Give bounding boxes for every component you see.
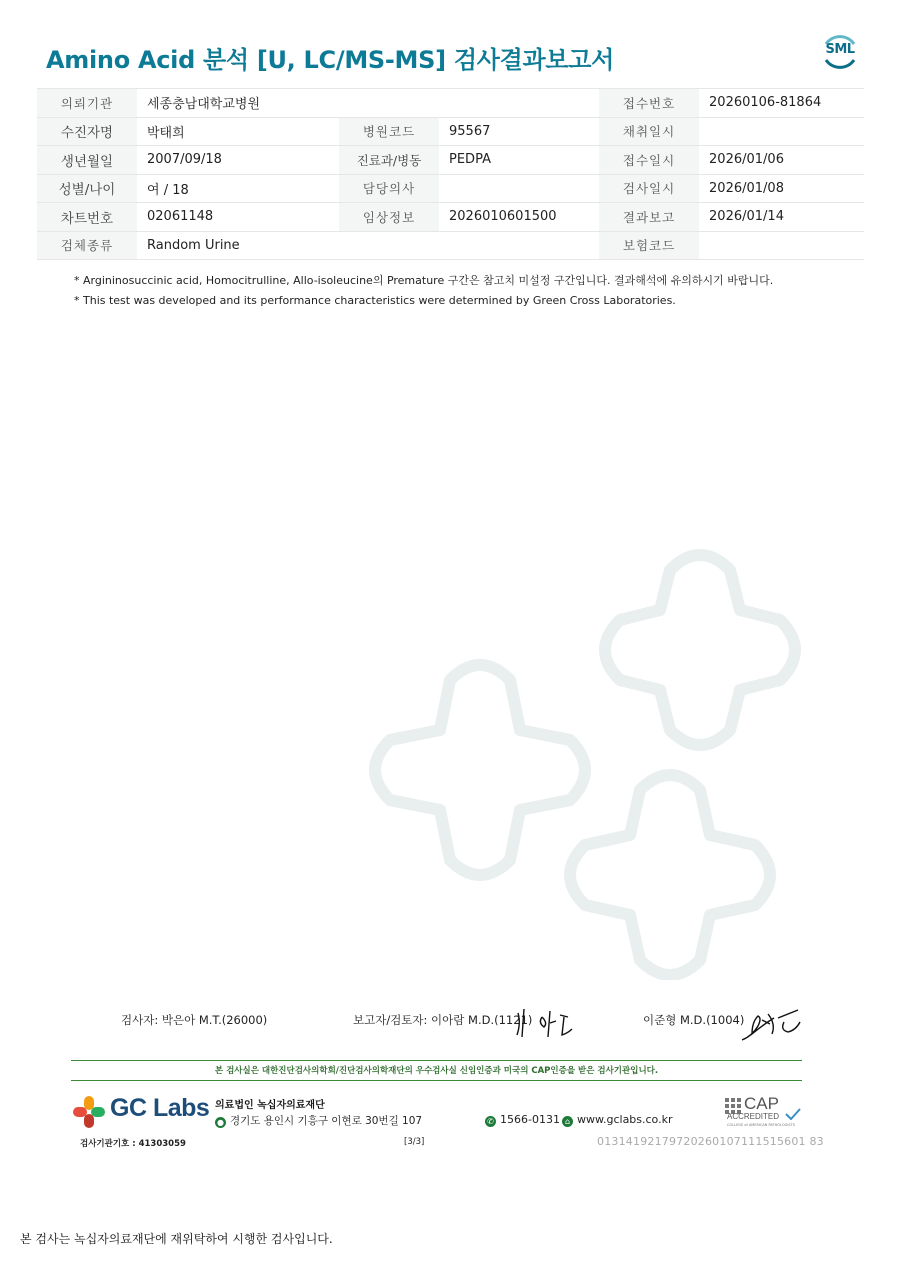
footer-divider-top: [71, 1060, 802, 1061]
label-collection-date: 채취일시: [599, 117, 699, 146]
label-chart-number: 차트번호: [37, 203, 137, 232]
cap-accredited-text: ACCREDITED: [727, 1112, 780, 1121]
value-insurance-code: [699, 231, 864, 260]
page-number: [3/3]: [404, 1137, 425, 1147]
label-patient-name: 수진자명: [37, 117, 137, 146]
cap-text: CAP: [744, 1094, 779, 1113]
table-row: [37, 231, 864, 260]
address-text: 경기도 용인시 기흥구 이현로 30번길 107: [230, 1115, 423, 1127]
phone-text: 1566-0131: [500, 1113, 560, 1126]
table-row: [37, 203, 864, 232]
value-patient-name: 박태희: [137, 117, 339, 146]
value-specimen-type: Random Urine: [137, 231, 599, 260]
label-result-report: 결과보고: [599, 203, 699, 232]
value-birth-date: 2007/09/18: [137, 146, 339, 175]
label-receipt-date: 접수일시: [599, 146, 699, 175]
cap-college-text: COLLEGE of AMERICAN PATHOLOGISTS: [727, 1123, 795, 1127]
gc-cross-logo-icon: [71, 1094, 107, 1130]
label-requesting-institution: 의뢰기관: [37, 89, 137, 118]
label-specimen-type: 검체종류: [37, 231, 137, 260]
reporter-handwritten-signature-icon: [514, 1003, 576, 1041]
gc-labs-logo-text: GC Labs: [110, 1094, 210, 1122]
table-row: [37, 146, 864, 175]
label-clinical-info: 임상정보: [339, 203, 439, 232]
label-insurance-code: 보험코드: [599, 231, 699, 260]
footer-divider-bottom: [71, 1080, 802, 1081]
accreditation-statement: 본 검사실은 대한진단검사의학회/진단검사의학재단의 우수검사실 신임인증과 미국의 CAP인증을 받은 검사기관입니다.: [214, 1066, 659, 1076]
label-attending-doctor: 담당의사: [339, 174, 439, 203]
label-department: 진료과/병동: [339, 146, 439, 175]
address: [215, 1113, 422, 1128]
note-premature: * Argininosuccinic acid, Homocitrulline, Allo-isoleucine의 Premature 구간은 참고치 미설정 구간입니다. 결과해석에 유의하시기 바랍니다.: [74, 274, 774, 287]
value-sex-age: 여 / 18: [137, 174, 339, 203]
value-collection-date: [699, 117, 864, 146]
label-birth-date: 생년월일: [37, 146, 137, 175]
checkmark-icon: [785, 1108, 801, 1120]
tester-signature: 검사자: 박은아 M.T.(26000): [121, 1013, 268, 1027]
label-hospital-code: 병원코드: [339, 117, 439, 146]
phone-icon: ✆: [485, 1116, 496, 1127]
reporter-signature: 보고자/검토자: 이아람 M.D.(1121): [353, 1013, 533, 1027]
value-receipt-date: 2026/01/06: [699, 146, 864, 175]
value-requesting-institution: 세종충남대학교병원: [137, 89, 599, 118]
label-test-date: 검사일시: [599, 174, 699, 203]
table-row: [37, 89, 864, 118]
sml-logo-text: SML: [825, 42, 855, 57]
barcode-number: 01314192179720260107111515601 83: [597, 1135, 824, 1148]
sml-logo: [818, 30, 862, 74]
cap-accredited-logo: [725, 1096, 803, 1130]
value-department: PEDPA: [439, 146, 599, 175]
value-test-date: 2026/01/08: [699, 174, 864, 203]
value-attending-doctor: [439, 174, 599, 203]
home-icon: ⌂: [562, 1116, 573, 1127]
website-text[interactable]: www.gclabs.co.kr: [577, 1113, 673, 1126]
doctor-signature: 이준형 M.D.(1004): [643, 1013, 745, 1027]
location-pin-icon: ●: [215, 1117, 226, 1128]
value-clinical-info: 2026010601500: [439, 203, 599, 232]
institution-code: 검사기관기호 : 41303059: [80, 1139, 186, 1149]
outsourcing-note: 본 검사는 녹십자의료재단에 재위탁하여 시행한 검사입니다.: [20, 1232, 333, 1246]
table-row: [37, 117, 864, 146]
table-row: [37, 174, 864, 203]
label-sex-age: 성별/나이: [37, 174, 137, 203]
value-receipt-number: 20260106-81864: [699, 89, 864, 118]
website[interactable]: [562, 1113, 673, 1127]
phone: [485, 1113, 560, 1127]
patient-info-table: [37, 88, 864, 260]
cross-watermark-icon: [360, 530, 860, 980]
label-receipt-number: 접수번호: [599, 89, 699, 118]
value-chart-number: 02061148: [137, 203, 339, 232]
value-result-report: 2026/01/14: [699, 203, 864, 232]
report-title: Amino Acid 분석 [U, LC/MS-MS] 검사결과보고서: [46, 46, 615, 74]
organization-name: 의료법인 녹십자의료재단: [215, 1100, 325, 1111]
value-hospital-code: 95567: [439, 117, 599, 146]
doctor-handwritten-signature-icon: [738, 1006, 804, 1044]
note-test-developed: * This test was developed and its performance characteristics were determined by Green Cross Laboratories.: [74, 294, 676, 307]
